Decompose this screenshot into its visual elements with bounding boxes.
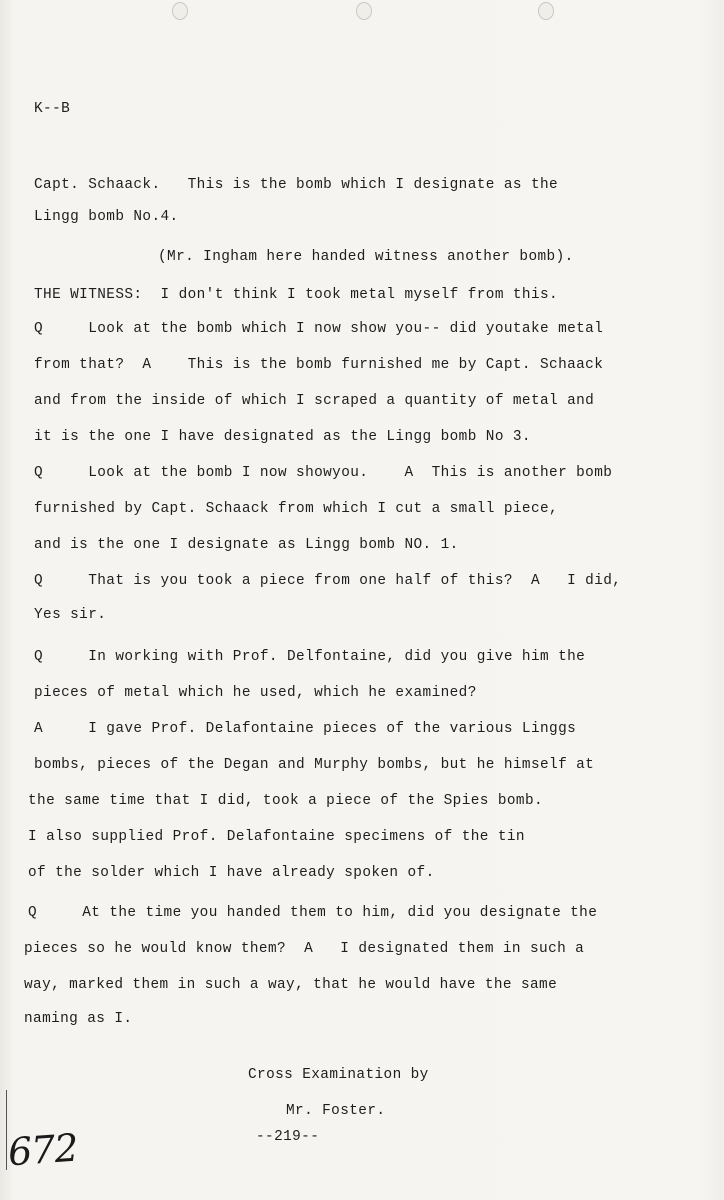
header-code: K--B (34, 101, 71, 117)
handwritten-page-number: 672 (6, 1125, 79, 1175)
text-line: Yes sir. (34, 607, 107, 623)
text-line: Q Look at the bomb I now showyou. A This is another bomb (34, 465, 613, 481)
page-number: --219-- (256, 1129, 320, 1145)
text-line: THE WITNESS: I don't think I took metal myself from this. (34, 287, 559, 303)
text-line: Q Look at the bomb which I now show you-- did youtake metal (34, 321, 604, 337)
text-line: furnished by Capt. Schaack from which I cut a small piece, (34, 501, 559, 517)
text-line: Capt. Schaack. This is the bomb which I designate as the (34, 177, 559, 193)
text-line: pieces so he would know them? A I designated them in such a (24, 941, 585, 957)
text-line: Q At the time you handed them to him, did you designate the (28, 905, 598, 921)
text-line: Q In working with Prof. Delfontaine, did you give him the (34, 649, 586, 665)
punch-hole (356, 2, 372, 20)
punch-hole (538, 2, 554, 20)
text-line: and is the one I designate as Lingg bomb NO. 1. (34, 537, 459, 553)
punch-hole (172, 2, 188, 20)
text-line: it is the one I have designated as the Lingg bomb No 3. (34, 429, 531, 445)
text-line: A I gave Prof. Delafontaine pieces of the various Linggs (34, 721, 577, 737)
text-line: Lingg bomb No.4. (34, 209, 179, 225)
text-line: pieces of metal which he used, which he examined? (34, 685, 477, 701)
text-line: naming as I. (24, 1011, 133, 1027)
text-line: (Mr. Ingham here handed witness another bomb). (158, 249, 574, 265)
text-line: Q That is you took a piece from one half of this? A I did, (34, 573, 622, 589)
cross-examination-heading: Cross Examination by (248, 1067, 429, 1083)
text-line: I also supplied Prof. Delafontaine specimens of the tin (28, 829, 525, 845)
text-line: and from the inside of which I scraped a quantity of metal and (34, 393, 595, 409)
text-line: bombs, pieces of the Degan and Murphy bombs, but he himself at (34, 757, 595, 773)
examiner-name: Mr. Foster. (286, 1103, 386, 1119)
text-line: of the solder which I have already spoken of. (28, 865, 435, 881)
text-line: the same time that I did, took a piece of the Spies bomb. (28, 793, 544, 809)
text-line: from that? A This is the bomb furnished me by Capt. Schaack (34, 357, 604, 373)
text-line: way, marked them in such a way, that he would have the same (24, 977, 558, 993)
